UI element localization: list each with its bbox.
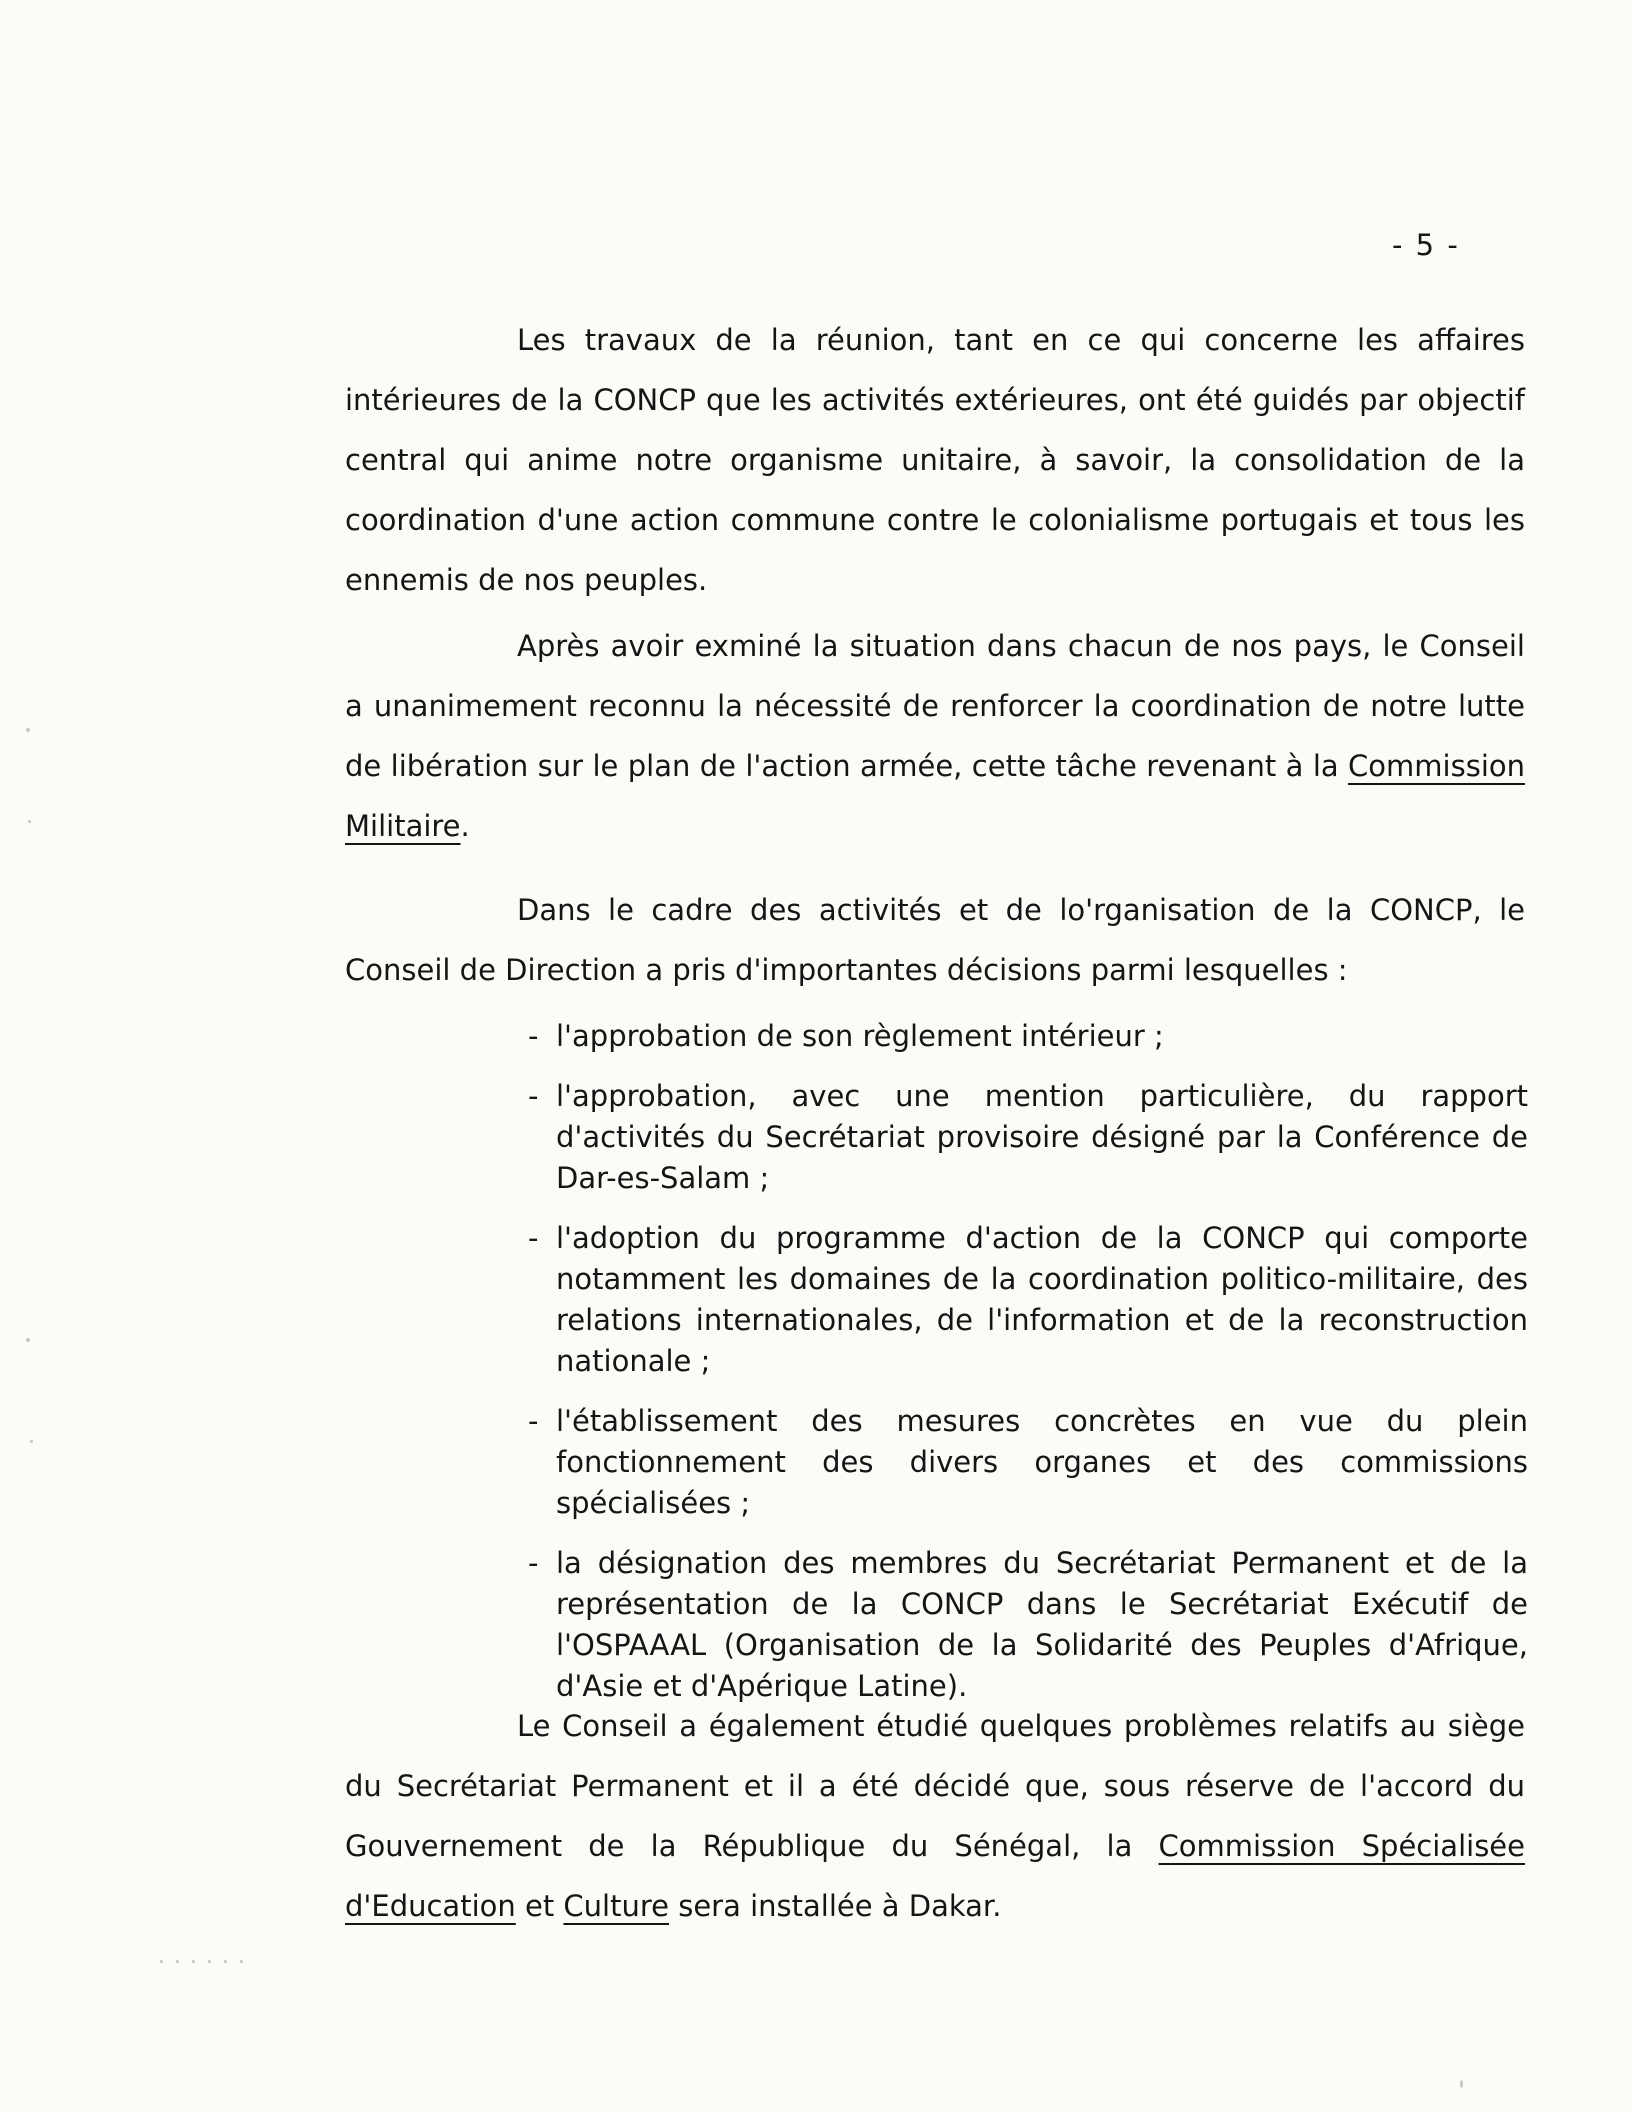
list-dash: - [528, 1221, 539, 1255]
decision-text: la désignation des membres du Secrétariat Permanent et de la représentation de la CONCP dans le Secrétariat Exécutif de l'OSPAAAL (Organisation de la Solidarité des Peuples d'Afrique, d'Asie et d'Apérique Latine). [556, 1546, 1528, 1703]
decision-item [528, 1543, 1528, 1707]
scan-speck [192, 1960, 195, 1963]
decisions-list [528, 1016, 1528, 1726]
decision-item [528, 1401, 1528, 1524]
paragraph-secretariat-seat-joiner: et [515, 1889, 564, 1923]
list-dash: - [528, 1019, 539, 1053]
paragraph-armed-coordination-end: . [460, 809, 470, 843]
scan-speck [240, 1960, 243, 1963]
decision-text: l'adoption du programme d'action de la CONCP qui comporte notamment les domaines de la coordination politico-militaire, des relations internationales, de l'information et de la reconstruction nationale ; [556, 1221, 1528, 1378]
paragraph-secretariat-seat-end: sera installée à Dakar. [669, 1889, 1002, 1923]
scan-speck [208, 1960, 211, 1963]
paragraph-meeting-work: Les travaux de la réunion, tant en ce qui concerne les affaires intérieures de la CONCP que les activités extérieures, ont été guidés par objectif central qui anime notre organisme unitaire, à savoir, la consolidation de la coordination d'une action commune contre le colonialisme portugais et tous les ennemis de nos peuples. [345, 323, 1525, 597]
paragraph-secretariat-seat [345, 1696, 1525, 1936]
military-commission-term: Commission Militaire [345, 749, 1525, 843]
scan-speck [26, 1338, 30, 1342]
paragraph-secretariat-seat-text: Le Conseil a également étudié quelques problèmes relatifs au siège du Secrétariat Permanent et il a été décidé que, sous réserve de l'accord du Gouvernement de la République du Sénégal, la [345, 1709, 1525, 1863]
decision-item [528, 1218, 1528, 1382]
scan-speck [30, 1440, 33, 1443]
decision-text: l'approbation, avec une mention particulière, du rapport d'activités du Secrétariat provisoire désigné par la Conférence de Dar-es-Salam ; [556, 1079, 1528, 1195]
decision-text: l'approbation de son règlement intérieur ; [556, 1019, 1164, 1053]
culture-term: Culture [563, 1889, 669, 1923]
list-dash: - [528, 1404, 539, 1438]
paragraph-armed-coordination-text: Après avoir exminé la situation dans chacun de nos pays, le Conseil a unanimement reconnu la nécessité de renforcer la coordination de notre lutte de libération sur le plan de l'action armée, cette tâche revenant à la [345, 629, 1525, 783]
decision-item [528, 1076, 1528, 1199]
scan-speck [160, 1960, 163, 1963]
paragraph-decisions-intro: Dans le cadre des activités et de lo'rganisation de la CONCP, le Conseil de Direction a pris d'importantes décisions parmi lesquelles : [345, 893, 1525, 987]
scan-speck [224, 1960, 227, 1963]
decision-text: l'établissement des mesures concrètes en vue du plein fonctionnement des divers organes et des commissions spécialisées ; [556, 1404, 1528, 1520]
scan-speck [1460, 2080, 1463, 2088]
page-number: - 5 - [1392, 228, 1460, 262]
scan-speck [26, 728, 30, 732]
scan-speck [176, 1960, 179, 1963]
list-dash: - [528, 1546, 539, 1580]
specialized-commission-term: Commission Spécialisée d'Education [345, 1829, 1525, 1923]
paragraph-armed-coordination [345, 616, 1525, 856]
scan-speck [28, 820, 31, 823]
decision-item [528, 1016, 1528, 1057]
list-dash: - [528, 1079, 539, 1113]
